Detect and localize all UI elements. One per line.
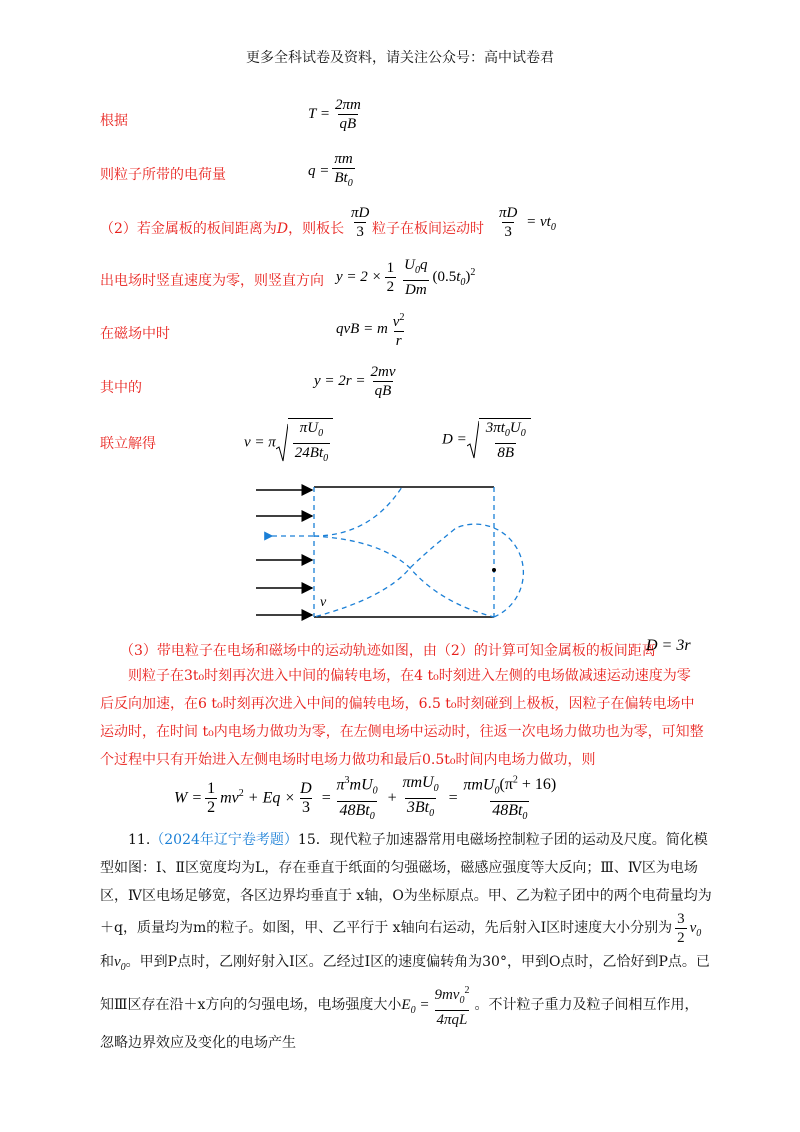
label-charge: 则粒子所带的电荷量: [100, 167, 226, 183]
question-11: [100, 826, 712, 1057]
trajectory-diagram: [250, 478, 550, 628]
q11-text1: 15．现代粒子加速器常用电磁场控制粒子团的运动及尺度。简化模型如图：Ⅰ、Ⅱ区宽度均为L，存在垂直于纸面的匀强磁场，磁感应强度等大反向；Ⅲ、Ⅳ区为电场区，Ⅳ区电场足够宽，各区边界均垂直于 x轴，O为坐标原点。甲、乙为粒子团中的两个电荷量均为＋q，质量均为m的粒子。如图，甲、乙平行于 x轴向右运动，先后射入Ⅰ区时速度大小分别为: [100, 832, 712, 936]
center-dot: [492, 568, 496, 572]
label-where: 其中的: [100, 380, 142, 396]
part2-var-d: D: [276, 221, 289, 237]
part2-intro: [100, 218, 344, 238]
field-arrows: [256, 490, 312, 615]
label-solve: 联立解得: [100, 436, 156, 452]
label-vertical: 出电场时竖直速度为零，则竖直方向: [100, 273, 324, 289]
label-magnetic: 在磁场中时: [100, 326, 170, 342]
page-header: 更多全科试卷及资料，请关注公众号：高中试卷君: [246, 50, 554, 66]
part3-eq: D = 3r: [646, 637, 691, 654]
part2-text-d: 粒子在板间运动时: [372, 221, 484, 237]
q11-tag: （2024年辽宁卷考题）: [150, 832, 298, 848]
formula-distance: D = $\frac{3\pi t_0U_0}{8B}$: [442, 418, 531, 462]
plates: [314, 487, 494, 617]
part2-text-c: ，则板长: [288, 221, 345, 237]
part3-body: [100, 662, 704, 774]
formula-period: T = $\frac{2\pi m}{qB}$: [308, 97, 361, 132]
q11-speed-a: $\frac{3}{2}$ $v_0$: [677, 911, 702, 946]
part3-line1: （3）带电粒子在电场和磁场中的运动轨迹如图，由（2）的计算可知金属板的板间距离: [120, 643, 656, 659]
q11-text2: 和: [100, 953, 114, 970]
q11-text4: 。不计粒子重力及粒子间相互作用，忽略边界效应及变化的电场产生: [100, 996, 699, 1051]
formula-radius: y = 2r = $\frac{2mv}{qB}$: [314, 364, 396, 399]
formula-charge: q = $\frac{\pi m}{Bt_0}$: [308, 150, 358, 193]
formula-velocity: v = π $\frac{\pi U_0}{24Bt_0}$: [244, 418, 333, 468]
formula-magnetic: qvB = m $\frac{v^2}{r}$: [336, 312, 405, 349]
formula-vertical: y = 2 × $\frac{1}{2}$ $\frac{U_0q}{Dm}$ $(0.5t_0)^2$: [336, 257, 476, 298]
formula-work: W = $\frac{1}{2}$ $mv^2 + Eq$ × $\frac{D}{3}$ = $\frac{\pi^3mU_0}{48Bt_0}$ + $\frac{\pi mU_0}{3Bt_0}$ = $\frac{\pi mU_0(\pi^2 + 16)}{48Bt_0}$: [174, 772, 561, 826]
v-label: v: [320, 595, 327, 610]
q11-number: 11.: [128, 832, 151, 848]
formula-plate-length: $\frac{\pi D}{3}$: [351, 205, 370, 240]
trajectory: [272, 487, 523, 617]
q11-speed-b: $v_0$: [114, 953, 126, 973]
q11-field: $E_0$ = $\frac{9mv_0^2}{\text{4πqL}}$: [401, 984, 470, 1028]
part3-body-text: 则粒子在3t₀时刻再次进入中间的偏转电场，在4 t₀时刻进入左侧的电场做减速运动速度为零后反向加速，在6 t₀时刻再次进入中间的偏转电场，6.5 t₀时刻碰到上极板，因粒子在偏转电场中运动时，在时间 t₀内电场力做功为零，在左侧电场中运动时，往返一次电场力做功也为零，可知整个过程中只有开始进入左侧电场时电场力做功和最后0.5t₀时间内电场力做功，则: [100, 668, 704, 768]
part2-text-a: （2）若金属板的板间距离为: [100, 221, 277, 237]
formula-plate-time: $\frac{\pi D}{3}$ = $vt_0$: [499, 205, 556, 240]
q11-text3: 。甲到P点时，乙刚好射入Ⅰ区。乙经过Ⅰ区的速度偏转角为30°，甲到O点时，乙恰好到P点。已知Ⅲ区存在沿＋x方向的匀强电场，电场强度大小: [100, 953, 710, 1013]
label-genju: 根据: [100, 113, 128, 129]
